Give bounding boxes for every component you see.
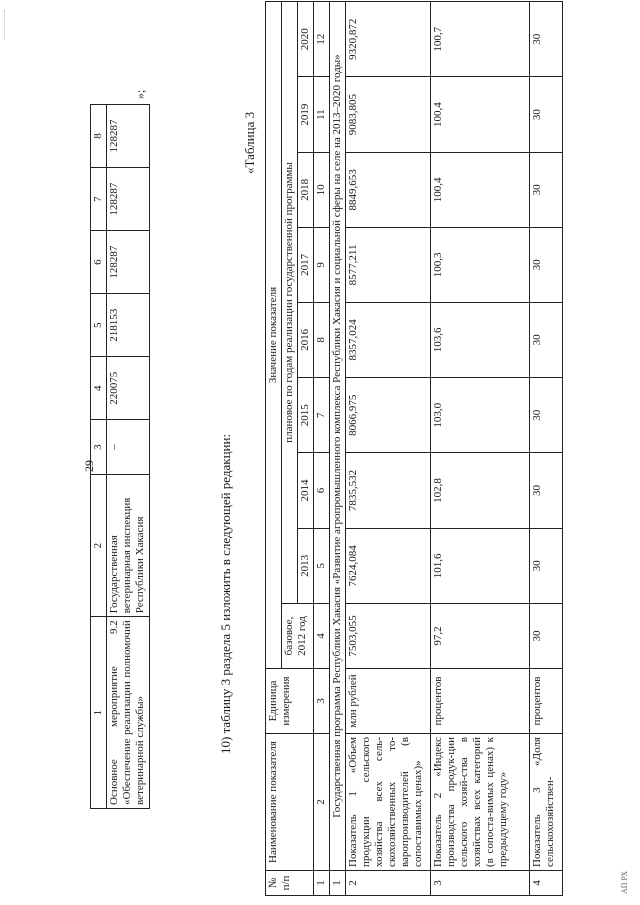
- indicator-name: Показатель 2 «Индекс производства продук-ции сельского хозяй-ства в хозяйствах всех категорий (в сопоста-вимых ценах) к предыдущему году»: [431, 734, 530, 871]
- header-num: № п/п: [266, 871, 314, 896]
- header-unit: Единица измерения: [266, 669, 314, 734]
- year-header: 2020: [298, 2, 314, 77]
- year-header: 2017: [298, 228, 314, 303]
- value-cell: 103,0: [431, 378, 530, 453]
- colnum: 4: [314, 604, 330, 669]
- program-title: Государственная программа Республики Хакасия «Развитие агропромышленного комплекса Республики Хакасия и социальной сферы на селе на 2013–2020 годы»: [330, 2, 346, 871]
- header-row-1: [266, 2, 282, 896]
- table-caption: «Таблица 3: [242, 111, 257, 174]
- year-header: 2019: [298, 77, 314, 152]
- col-header: 6: [91, 231, 107, 294]
- value-cell: 220075: [107, 357, 150, 420]
- table-row: [431, 2, 530, 896]
- col-header: 8: [91, 105, 107, 168]
- value-cell: 30: [530, 453, 563, 528]
- colnum: 3: [314, 669, 330, 734]
- value-cell: 100,3: [431, 228, 530, 303]
- col-header: 3: [91, 420, 107, 475]
- value-cell: 7624,084: [346, 528, 431, 603]
- colnum: 7: [314, 378, 330, 453]
- value-cell: 218153: [107, 294, 150, 357]
- value-cell: 103,6: [431, 302, 530, 377]
- value-cell: 9083,805: [346, 77, 431, 152]
- col-header: 5: [91, 294, 107, 357]
- year-header: 2016: [298, 302, 314, 377]
- indicator-name: Показатель 3 «Доля сельскохозяйствен-: [530, 734, 563, 871]
- year-header: 2018: [298, 152, 314, 227]
- year-header: 2013: [298, 528, 314, 603]
- value-cell: 8577,211: [346, 228, 431, 303]
- value-cell: 100,4: [431, 152, 530, 227]
- value-cell: 102,8: [431, 453, 530, 528]
- value-cell: 30: [530, 528, 563, 603]
- value-cell: 128287: [107, 105, 150, 168]
- value-cell: 9320,872: [346, 2, 431, 77]
- value-cell: 30: [530, 228, 563, 303]
- previous-table: [90, 104, 150, 809]
- table-row: [530, 2, 563, 896]
- value-cell: 30: [530, 302, 563, 377]
- value-cell: 8357,024: [346, 302, 431, 377]
- year-header: 2014: [298, 453, 314, 528]
- value-cell: 30: [530, 378, 563, 453]
- col-header: 4: [91, 357, 107, 420]
- year-header: 2015: [298, 378, 314, 453]
- colnum: 6: [314, 453, 330, 528]
- value-cell: 7835,532: [346, 453, 431, 528]
- header-base: базовое, 2012 год: [282, 604, 314, 669]
- colnum: 10: [314, 152, 330, 227]
- value-cell: 30: [530, 2, 563, 77]
- colnum: 8: [314, 302, 330, 377]
- value-cell: 128287: [107, 168, 150, 231]
- row-num: 4: [530, 871, 563, 896]
- row-num: 2: [346, 871, 431, 896]
- colnum: 5: [314, 528, 330, 603]
- base-cell: 30: [530, 604, 563, 669]
- colnum: 11: [314, 77, 330, 152]
- value-cell: 8849,653: [346, 152, 431, 227]
- indicator-name: Показатель 1 «Объем продукции сельского хозяйства всех сель-скохозяйственных то-варопроизводителей (в сопоставимых ценах)»: [346, 734, 431, 871]
- program-row: [330, 2, 346, 896]
- table-header-row: [91, 105, 107, 809]
- value-cell: 8066,975: [346, 378, 431, 453]
- paragraph: 10) таблицу 3 раздела 5 изложить в следующей редакции:: [218, 433, 233, 754]
- colnum: 9: [314, 228, 330, 303]
- col-header: 1: [91, 617, 107, 809]
- value-cell: 100,4: [431, 77, 530, 152]
- header-plan: плановое по годам реализации государственной программы: [282, 2, 298, 604]
- base-cell: 7503,055: [346, 604, 431, 669]
- value-cell: –: [107, 420, 150, 475]
- page-number: 29: [82, 460, 96, 472]
- base-cell: 97,2: [431, 604, 530, 669]
- table-row: [346, 2, 431, 896]
- value-cell: 30: [530, 77, 563, 152]
- col-header: 7: [91, 168, 107, 231]
- table-3: [265, 1, 563, 896]
- unit-cell: процентов: [530, 669, 563, 734]
- footer-mark: АП РХ: [620, 870, 629, 894]
- colnum: 12: [314, 2, 330, 77]
- value-cell: 128287: [107, 231, 150, 294]
- value-cell: 101,6: [431, 528, 530, 603]
- colnum: 2: [314, 734, 330, 871]
- value-cell: 100,7: [431, 2, 530, 77]
- col-header: 2: [91, 475, 107, 617]
- table-row: [107, 105, 150, 809]
- end-mark: »;: [133, 89, 147, 99]
- colnum: 1: [314, 871, 330, 896]
- unit-cell: млн рублей: [346, 669, 431, 734]
- row-num: 1: [330, 871, 346, 896]
- executor-cell: Государственная ветеринарная инспекция Республики Хакасия: [107, 475, 150, 617]
- colnum-row: [314, 2, 330, 896]
- header-value: Значение показателя: [266, 2, 282, 669]
- row-num: 3: [431, 871, 530, 896]
- unit-cell: процентов: [431, 669, 530, 734]
- value-cell: 30: [530, 152, 563, 227]
- header-name: Наименование показателя: [266, 734, 314, 871]
- activity-cell: Основное мероприятие 9.2 «Обеспечение реализации полномочий ветеринарной службы»: [107, 617, 150, 809]
